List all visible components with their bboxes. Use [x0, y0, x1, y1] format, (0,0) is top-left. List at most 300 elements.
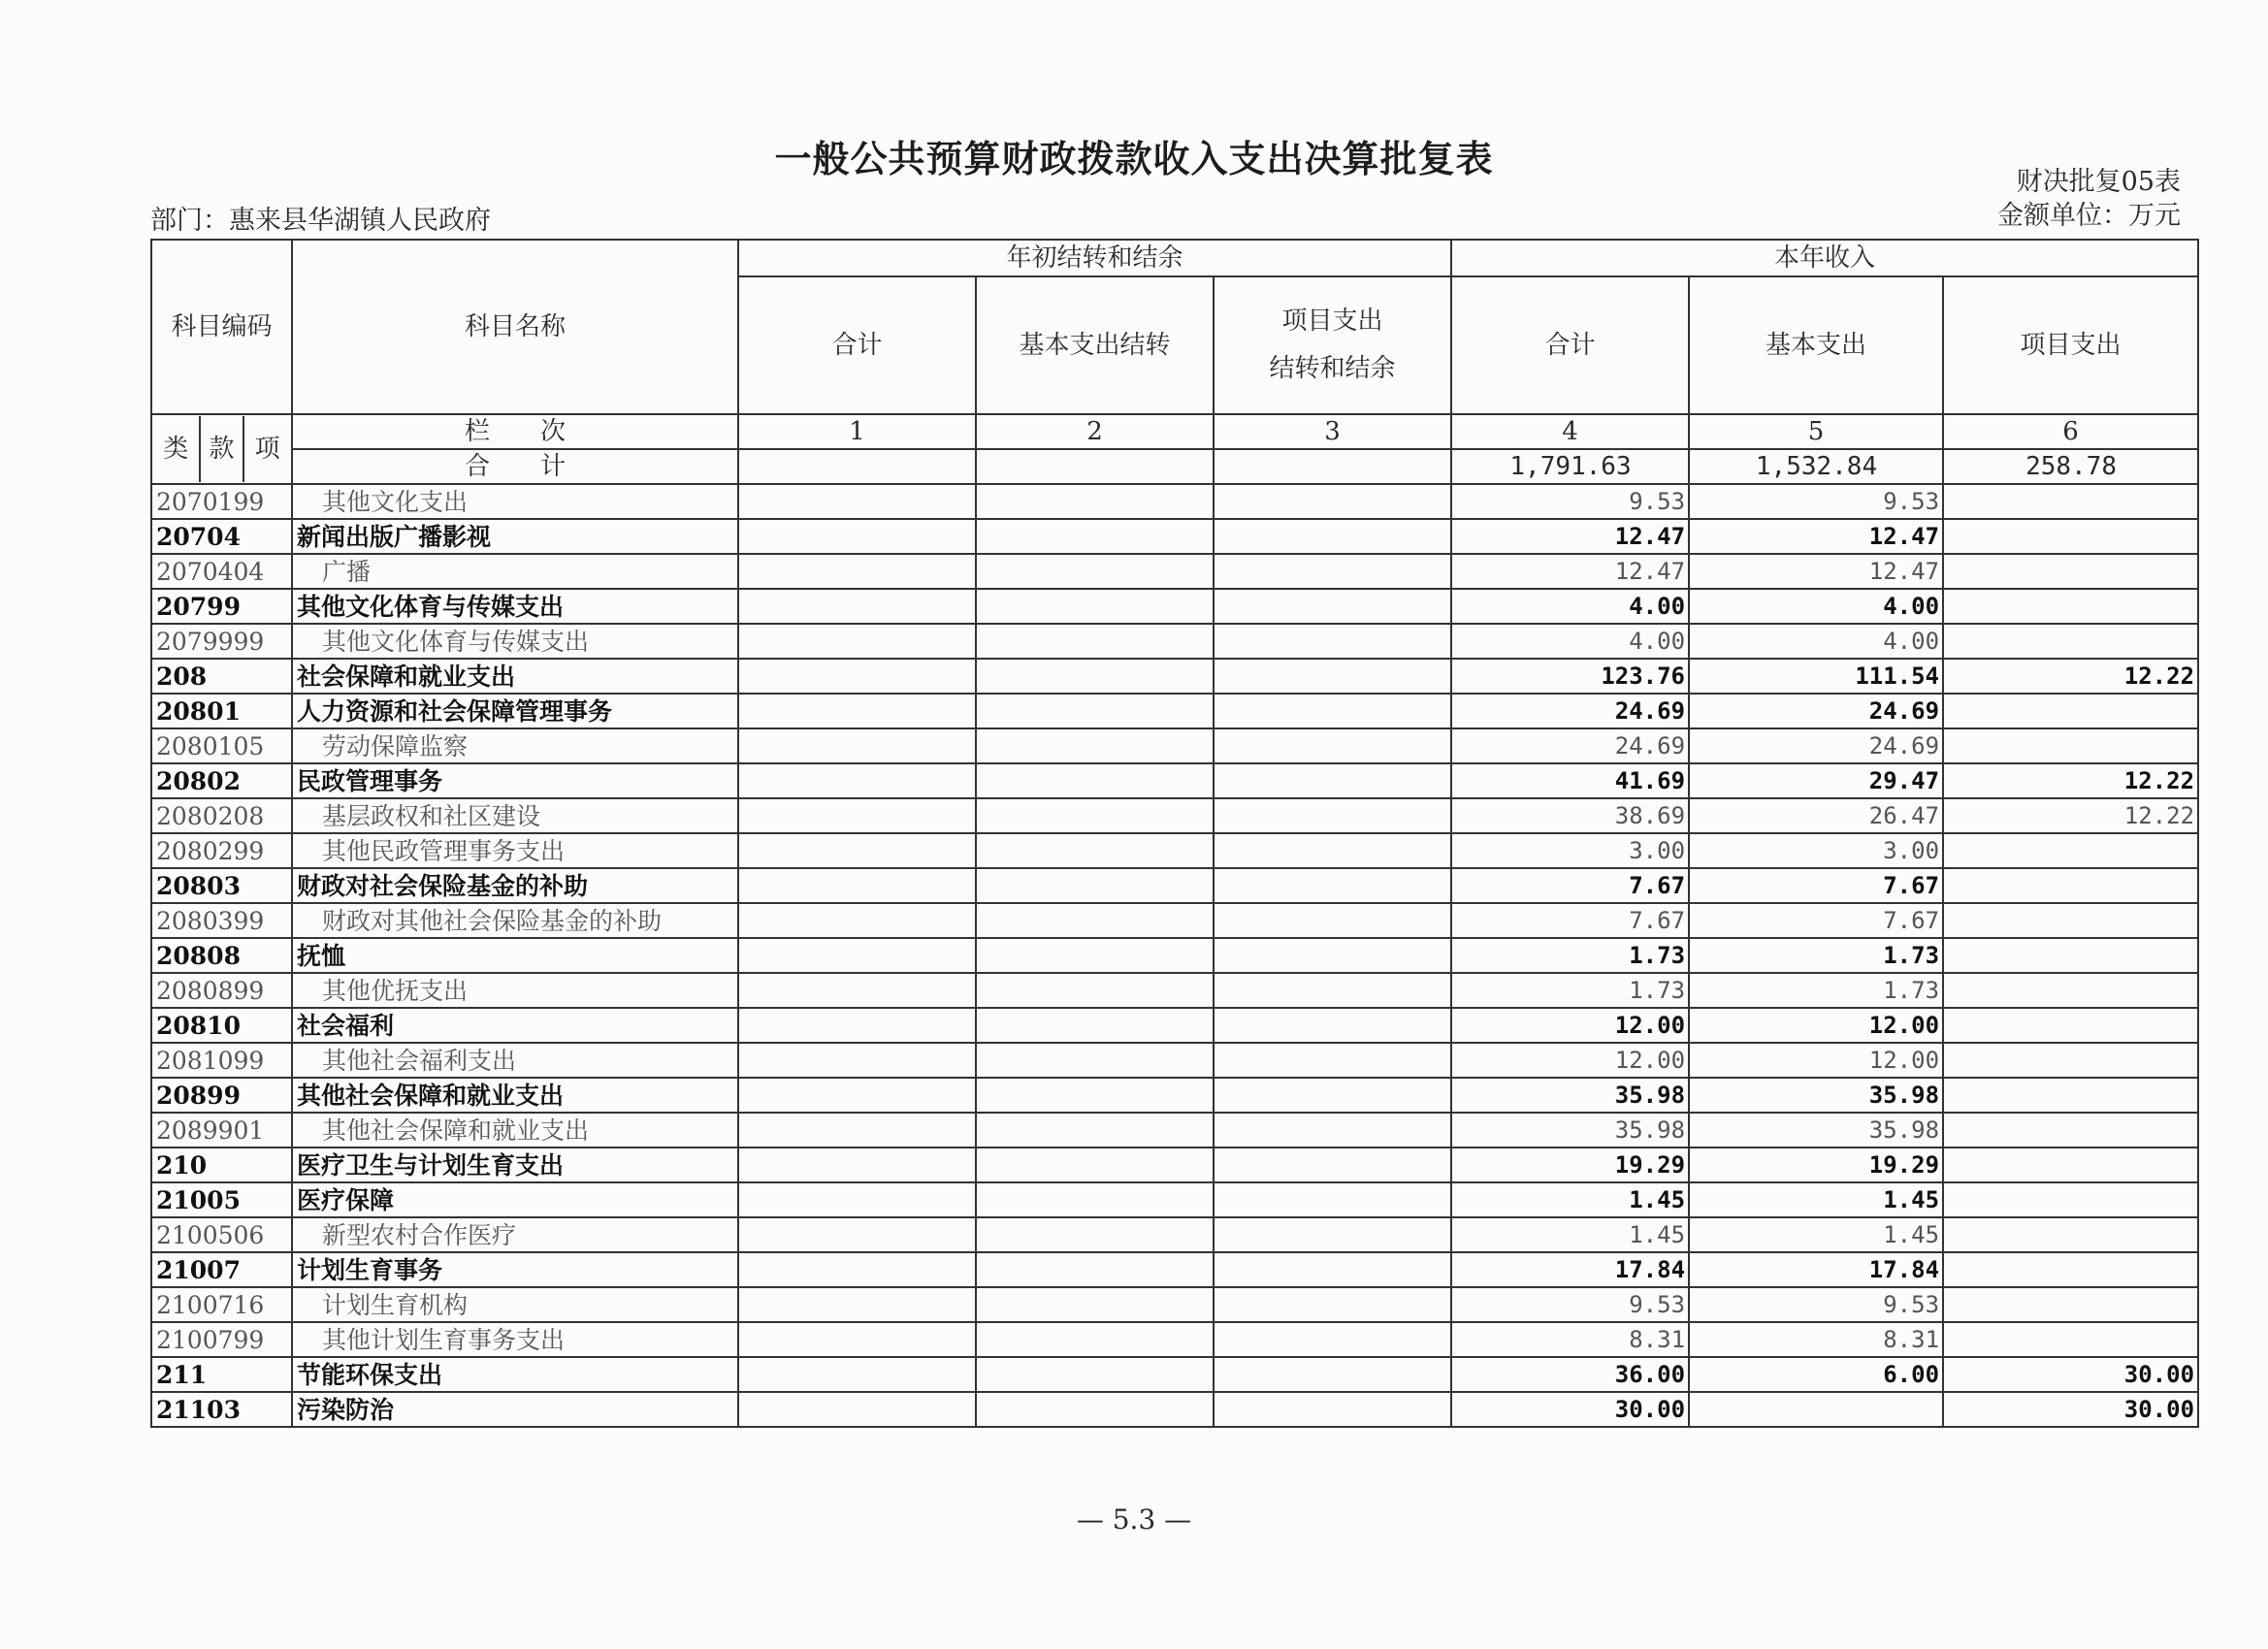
- header-project-carry-line1: 项目支出: [1281, 306, 1383, 336]
- total-value-6: 258.78: [1943, 449, 2198, 484]
- subject-name: [292, 1217, 738, 1252]
- value-col-4: 123.76: [1451, 659, 1689, 694]
- level-xiang: 项: [254, 435, 280, 464]
- value-col-1: [738, 1217, 976, 1252]
- table-row: [151, 589, 2198, 624]
- value-col-3: [1214, 484, 1451, 519]
- budget-table: [150, 239, 2199, 1428]
- value-col-6: [1943, 694, 2198, 728]
- subject-name-text: 计划生育机构: [322, 1290, 469, 1319]
- subject-name: [292, 519, 738, 554]
- value-col-2: [976, 1357, 1214, 1392]
- value-col-3: [1214, 694, 1451, 728]
- value-col-6: [1943, 728, 2198, 763]
- value-col-4: 36.00: [1451, 1357, 1689, 1392]
- subject-name: [292, 903, 738, 938]
- header-basic: 基本支出: [1689, 276, 1943, 414]
- value-col-5: 3.00: [1689, 833, 1943, 868]
- subject-name: [292, 1043, 738, 1078]
- value-col-2: [976, 833, 1214, 868]
- value-col-4: 4.00: [1451, 624, 1689, 659]
- subject-name-text: 其他文化支出: [322, 487, 469, 516]
- value-col-6: [1943, 1113, 2198, 1148]
- value-col-1: [738, 1078, 976, 1113]
- value-col-1: [738, 798, 976, 833]
- value-col-5: 8.31: [1689, 1322, 1943, 1357]
- value-col-6: [1943, 1078, 2198, 1113]
- subject-code: 21103: [151, 1392, 292, 1427]
- subject-name: [292, 763, 738, 798]
- value-col-3: [1214, 763, 1451, 798]
- value-col-2: [976, 1043, 1214, 1078]
- value-col-3: [1214, 1008, 1451, 1043]
- value-col-6: [1943, 624, 2198, 659]
- subject-code: 21005: [151, 1182, 292, 1217]
- value-col-1: [738, 624, 976, 659]
- subject-code: 2080899: [151, 973, 292, 1008]
- col-num-3: 3: [1214, 414, 1451, 449]
- subject-name-text: 劳动保障监察: [322, 731, 469, 760]
- col-num-6: 6: [1943, 414, 2198, 449]
- value-col-3: [1214, 1043, 1451, 1078]
- total-value-1: [738, 449, 976, 484]
- subject-name-text: 财政对其他社会保险基金的补助: [322, 906, 663, 935]
- subject-name: [292, 484, 738, 519]
- subject-code: 211: [151, 1357, 292, 1392]
- value-col-5: 12.00: [1689, 1043, 1943, 1078]
- value-col-6: [1943, 938, 2198, 973]
- value-col-2: [976, 868, 1214, 903]
- value-col-3: [1214, 973, 1451, 1008]
- value-col-2: [976, 519, 1214, 554]
- value-col-6: [1943, 1252, 2198, 1287]
- value-col-4: 12.47: [1451, 519, 1689, 554]
- subject-name: [292, 694, 738, 728]
- subject-name-text: 其他文化体育与传媒支出: [297, 592, 565, 621]
- value-col-4: 30.00: [1451, 1392, 1689, 1427]
- header-subject-code: 科目编码: [151, 240, 292, 414]
- value-col-6: 12.22: [1943, 659, 2198, 694]
- value-col-3: [1214, 1392, 1451, 1427]
- value-col-6: [1943, 973, 2198, 1008]
- value-col-2: [976, 728, 1214, 763]
- subject-code: 21007: [151, 1252, 292, 1287]
- subject-code: 2100506: [151, 1217, 292, 1252]
- subject-name-text: 社会福利: [297, 1011, 395, 1040]
- value-col-1: [738, 938, 976, 973]
- page-title: 一般公共预算财政拨款收入支出决算批复表: [774, 138, 1494, 180]
- subject-name: [292, 1148, 738, 1182]
- subject-code: 20704: [151, 519, 292, 554]
- table-row: [151, 763, 2198, 798]
- subject-code: 20799: [151, 589, 292, 624]
- value-col-4: 1.45: [1451, 1217, 1689, 1252]
- table-row: [151, 728, 2198, 763]
- table-row: [151, 694, 2198, 728]
- value-col-5: 1.45: [1689, 1217, 1943, 1252]
- subject-name: [292, 798, 738, 833]
- value-col-3: [1214, 659, 1451, 694]
- table-row: [151, 1357, 2198, 1392]
- table-row: [151, 1182, 2198, 1217]
- subject-code: 2081099: [151, 1043, 292, 1078]
- value-col-1: [738, 1287, 976, 1322]
- value-col-6: [1943, 868, 2198, 903]
- subject-name: [292, 1287, 738, 1322]
- subject-name-text: 其他文化体育与传媒支出: [322, 627, 590, 656]
- subject-name-text: 新型农村合作医疗: [322, 1220, 517, 1249]
- value-col-1: [738, 868, 976, 903]
- subject-name-text: 污染防治: [297, 1395, 395, 1424]
- table-row: [151, 798, 2198, 833]
- value-col-5: 1.45: [1689, 1182, 1943, 1217]
- value-col-6: [1943, 1217, 2198, 1252]
- value-col-4: 19.29: [1451, 1148, 1689, 1182]
- subject-name: [292, 1182, 738, 1217]
- subject-name: [292, 938, 738, 973]
- total-value-5: 1,532.84: [1689, 449, 1943, 484]
- value-col-3: [1214, 1252, 1451, 1287]
- subject-code: 2080105: [151, 728, 292, 763]
- value-col-2: [976, 1078, 1214, 1113]
- value-col-6: [1943, 484, 2198, 519]
- value-col-5: 1.73: [1689, 938, 1943, 973]
- value-col-6: [1943, 1182, 2198, 1217]
- value-col-4: 41.69: [1451, 763, 1689, 798]
- value-col-6: [1943, 903, 2198, 938]
- table-row: [151, 554, 2198, 589]
- value-col-2: [976, 624, 1214, 659]
- value-col-3: [1214, 589, 1451, 624]
- level-labels: [151, 414, 292, 484]
- subject-name-text: 其他社会福利支出: [322, 1046, 517, 1075]
- value-col-1: [738, 1113, 976, 1148]
- value-col-3: [1214, 903, 1451, 938]
- value-col-5: 35.98: [1689, 1078, 1943, 1113]
- value-col-3: [1214, 1078, 1451, 1113]
- value-col-2: [976, 1182, 1214, 1217]
- value-col-2: [976, 903, 1214, 938]
- subject-name-text: 广播: [322, 557, 372, 586]
- value-col-1: [738, 1357, 976, 1392]
- value-col-1: [738, 903, 976, 938]
- value-col-6: 30.00: [1943, 1357, 2198, 1392]
- value-col-5: 24.69: [1689, 728, 1943, 763]
- value-col-5: 12.47: [1689, 519, 1943, 554]
- table-row: [151, 1008, 2198, 1043]
- value-col-4: 12.47: [1451, 554, 1689, 589]
- value-col-1: [738, 519, 976, 554]
- value-col-1: [738, 589, 976, 624]
- value-col-1: [738, 1182, 976, 1217]
- value-col-3: [1214, 554, 1451, 589]
- subject-code: 2100799: [151, 1322, 292, 1357]
- subject-name: [292, 589, 738, 624]
- total-value-3: [1214, 449, 1451, 484]
- subject-code: 2080399: [151, 903, 292, 938]
- subject-name-text: 民政管理事务: [297, 766, 443, 795]
- table-row: [151, 1287, 2198, 1322]
- subject-name-text: 医疗保障: [297, 1185, 395, 1214]
- value-col-2: [976, 1008, 1214, 1043]
- value-col-2: [976, 484, 1214, 519]
- value-col-2: [976, 798, 1214, 833]
- table-row: [151, 868, 2198, 903]
- table-row: [151, 1043, 2198, 1078]
- value-col-6: [1943, 1287, 2198, 1322]
- subject-name: [292, 1078, 738, 1113]
- value-col-1: [738, 1008, 976, 1043]
- value-col-2: [976, 694, 1214, 728]
- table-row: [151, 1078, 2198, 1113]
- value-col-2: [976, 763, 1214, 798]
- table-row: [151, 659, 2198, 694]
- value-col-3: [1214, 728, 1451, 763]
- value-col-5: 35.98: [1689, 1113, 1943, 1148]
- value-col-5: 7.67: [1689, 903, 1943, 938]
- header-group-carryover: 年初结转和结余: [738, 240, 1451, 276]
- header-income-total: 合计: [1451, 276, 1689, 414]
- value-col-1: [738, 728, 976, 763]
- subject-name-text: 其他社会保障和就业支出: [297, 1081, 565, 1110]
- value-col-4: 1.73: [1451, 938, 1689, 973]
- header-project-carry-line2: 结转和结余: [1269, 354, 1396, 383]
- value-col-4: 4.00: [1451, 589, 1689, 624]
- subject-name-text: 其他计划生育事务支出: [322, 1325, 566, 1354]
- value-col-4: 7.67: [1451, 868, 1689, 903]
- value-col-6: 30.00: [1943, 1392, 2198, 1427]
- subject-name: [292, 1322, 738, 1357]
- value-col-3: [1214, 1217, 1451, 1252]
- value-col-4: 24.69: [1451, 728, 1689, 763]
- header-carry-total: 合计: [738, 276, 976, 414]
- table-row: [151, 624, 2198, 659]
- subject-code: 2080208: [151, 798, 292, 833]
- subject-name-text: 基层政权和社区建设: [322, 801, 541, 830]
- value-col-6: [1943, 1043, 2198, 1078]
- table-row: [151, 1217, 2198, 1252]
- subject-code: 20802: [151, 763, 292, 798]
- value-col-3: [1214, 1357, 1451, 1392]
- value-col-4: 12.00: [1451, 1043, 1689, 1078]
- subject-name-text: 其他民政管理事务支出: [322, 836, 566, 865]
- value-col-5: 7.67: [1689, 868, 1943, 903]
- value-col-5: 6.00: [1689, 1357, 1943, 1392]
- value-col-6: 12.22: [1943, 798, 2198, 833]
- subject-code: 2070404: [151, 554, 292, 589]
- value-col-5: 9.53: [1689, 1287, 1943, 1322]
- value-col-1: [738, 1392, 976, 1427]
- value-col-1: [738, 973, 976, 1008]
- table-row: [151, 519, 2198, 554]
- subject-code: 2079999: [151, 624, 292, 659]
- subject-name-text: 其他优抚支出: [322, 976, 469, 1005]
- department-label: 部门：惠来县华湖镇人民政府: [150, 206, 491, 236]
- table-row: [151, 1148, 2198, 1182]
- subject-name: [292, 1392, 738, 1427]
- table-row: [151, 1322, 2198, 1357]
- subject-code: 2070199: [151, 484, 292, 519]
- value-col-5: 1.73: [1689, 973, 1943, 1008]
- table-row: [151, 903, 2198, 938]
- amount-unit: 金额单位：万元: [1997, 201, 2181, 231]
- subject-name: [292, 1008, 738, 1043]
- value-col-4: 8.31: [1451, 1322, 1689, 1357]
- level-kuan: 款: [199, 416, 244, 482]
- value-col-6: [1943, 833, 2198, 868]
- value-col-6: [1943, 589, 2198, 624]
- value-col-5: 12.47: [1689, 554, 1943, 589]
- value-col-6: [1943, 1322, 2198, 1357]
- value-col-4: 3.00: [1451, 833, 1689, 868]
- subject-code: 20899: [151, 1078, 292, 1113]
- value-col-4: 35.98: [1451, 1078, 1689, 1113]
- value-col-1: [738, 833, 976, 868]
- value-col-3: [1214, 938, 1451, 973]
- value-col-5: 17.84: [1689, 1252, 1943, 1287]
- value-col-2: [976, 554, 1214, 589]
- table-row: [151, 484, 2198, 519]
- value-col-6: [1943, 1148, 2198, 1182]
- value-col-4: 9.53: [1451, 1287, 1689, 1322]
- subject-name-text: 新闻出版广播影视: [297, 522, 492, 551]
- subject-name-text: 其他社会保障和就业支出: [322, 1116, 590, 1145]
- subject-name-text: 医疗卫生与计划生育支出: [297, 1150, 565, 1180]
- value-col-3: [1214, 624, 1451, 659]
- subject-code: 208: [151, 659, 292, 694]
- value-col-3: [1214, 1322, 1451, 1357]
- subject-name-text: 财政对社会保险基金的补助: [297, 871, 589, 900]
- value-col-5: 24.69: [1689, 694, 1943, 728]
- value-col-5: 26.47: [1689, 798, 1943, 833]
- value-col-4: 35.98: [1451, 1113, 1689, 1148]
- col-num-4: 4: [1451, 414, 1689, 449]
- value-col-5: 4.00: [1689, 589, 1943, 624]
- subject-name: [292, 624, 738, 659]
- value-col-4: 38.69: [1451, 798, 1689, 833]
- table-row: [151, 833, 2198, 868]
- subject-name: [292, 868, 738, 903]
- subject-code: 210: [151, 1148, 292, 1182]
- value-col-1: [738, 763, 976, 798]
- level-lei: 类: [163, 435, 189, 464]
- subject-code: 20808: [151, 938, 292, 973]
- subject-code: 2100716: [151, 1287, 292, 1322]
- value-col-2: [976, 659, 1214, 694]
- table-row: [151, 1113, 2198, 1148]
- value-col-2: [976, 973, 1214, 1008]
- value-col-2: [976, 1148, 1214, 1182]
- value-col-5: 9.53: [1689, 484, 1943, 519]
- value-col-3: [1214, 868, 1451, 903]
- header-subject-name: 科目名称: [292, 240, 738, 414]
- value-col-5: 29.47: [1689, 763, 1943, 798]
- total-label: 合 计: [292, 449, 738, 484]
- total-value-4: 1,791.63: [1451, 449, 1689, 484]
- value-col-2: [976, 1113, 1214, 1148]
- value-col-1: [738, 659, 976, 694]
- subject-code: 2080299: [151, 833, 292, 868]
- row-lanci-label: 栏 次: [292, 414, 738, 449]
- value-col-4: 1.45: [1451, 1182, 1689, 1217]
- subject-name: [292, 833, 738, 868]
- value-col-3: [1214, 798, 1451, 833]
- value-col-3: [1214, 1287, 1451, 1322]
- value-col-5: 4.00: [1689, 624, 1943, 659]
- subject-name-text: 抚恤: [297, 941, 346, 970]
- value-col-2: [976, 938, 1214, 973]
- value-col-4: 24.69: [1451, 694, 1689, 728]
- value-col-4: 17.84: [1451, 1252, 1689, 1287]
- value-col-5: [1689, 1392, 1943, 1427]
- col-num-1: 1: [738, 414, 976, 449]
- value-col-6: [1943, 519, 2198, 554]
- subject-code: 2089901: [151, 1113, 292, 1148]
- value-col-3: [1214, 1148, 1451, 1182]
- value-col-3: [1214, 1113, 1451, 1148]
- value-col-4: 7.67: [1451, 903, 1689, 938]
- subject-name: [292, 973, 738, 1008]
- value-col-2: [976, 1287, 1214, 1322]
- subject-name: [292, 1252, 738, 1287]
- subject-name: [292, 1113, 738, 1148]
- table-row: [151, 973, 2198, 1008]
- value-col-2: [976, 1322, 1214, 1357]
- value-col-3: [1214, 1182, 1451, 1217]
- value-col-1: [738, 484, 976, 519]
- subject-code: 20810: [151, 1008, 292, 1043]
- value-col-1: [738, 1148, 976, 1182]
- value-col-3: [1214, 519, 1451, 554]
- subject-code: 20803: [151, 868, 292, 903]
- value-col-2: [976, 1392, 1214, 1427]
- header-project: 项目支出: [1943, 276, 2198, 414]
- subject-name-text: 人力资源和社会保障管理事务: [297, 696, 613, 726]
- value-col-1: [738, 694, 976, 728]
- header-group-income: 本年收入: [1451, 240, 2198, 276]
- value-col-1: [738, 1322, 976, 1357]
- value-col-4: 9.53: [1451, 484, 1689, 519]
- value-col-1: [738, 554, 976, 589]
- subject-name: [292, 554, 738, 589]
- value-col-6: [1943, 554, 2198, 589]
- subject-name: [292, 1357, 738, 1392]
- subject-name: [292, 659, 738, 694]
- table-row: [151, 938, 2198, 973]
- value-col-5: 111.54: [1689, 659, 1943, 694]
- value-col-4: 1.73: [1451, 973, 1689, 1008]
- header-basic-carry: 基本支出结转: [976, 276, 1214, 414]
- subject-name-text: 计划生育事务: [297, 1255, 443, 1284]
- value-col-1: [738, 1252, 976, 1287]
- table-row: [151, 1252, 2198, 1287]
- subject-name: [292, 728, 738, 763]
- value-col-4: 12.00: [1451, 1008, 1689, 1043]
- table-row: [151, 1392, 2198, 1427]
- subject-name-text: 节能环保支出: [297, 1360, 443, 1389]
- value-col-5: 19.29: [1689, 1148, 1943, 1182]
- value-col-5: 12.00: [1689, 1008, 1943, 1043]
- header-project-carry: [1214, 276, 1451, 414]
- subject-code: 20801: [151, 694, 292, 728]
- page-number: — 5.3 —: [1076, 1504, 1192, 1536]
- col-num-2: 2: [976, 414, 1214, 449]
- total-value-2: [976, 449, 1214, 484]
- value-col-2: [976, 1252, 1214, 1287]
- value-col-6: 12.22: [1943, 763, 2198, 798]
- value-col-2: [976, 589, 1214, 624]
- value-col-1: [738, 1043, 976, 1078]
